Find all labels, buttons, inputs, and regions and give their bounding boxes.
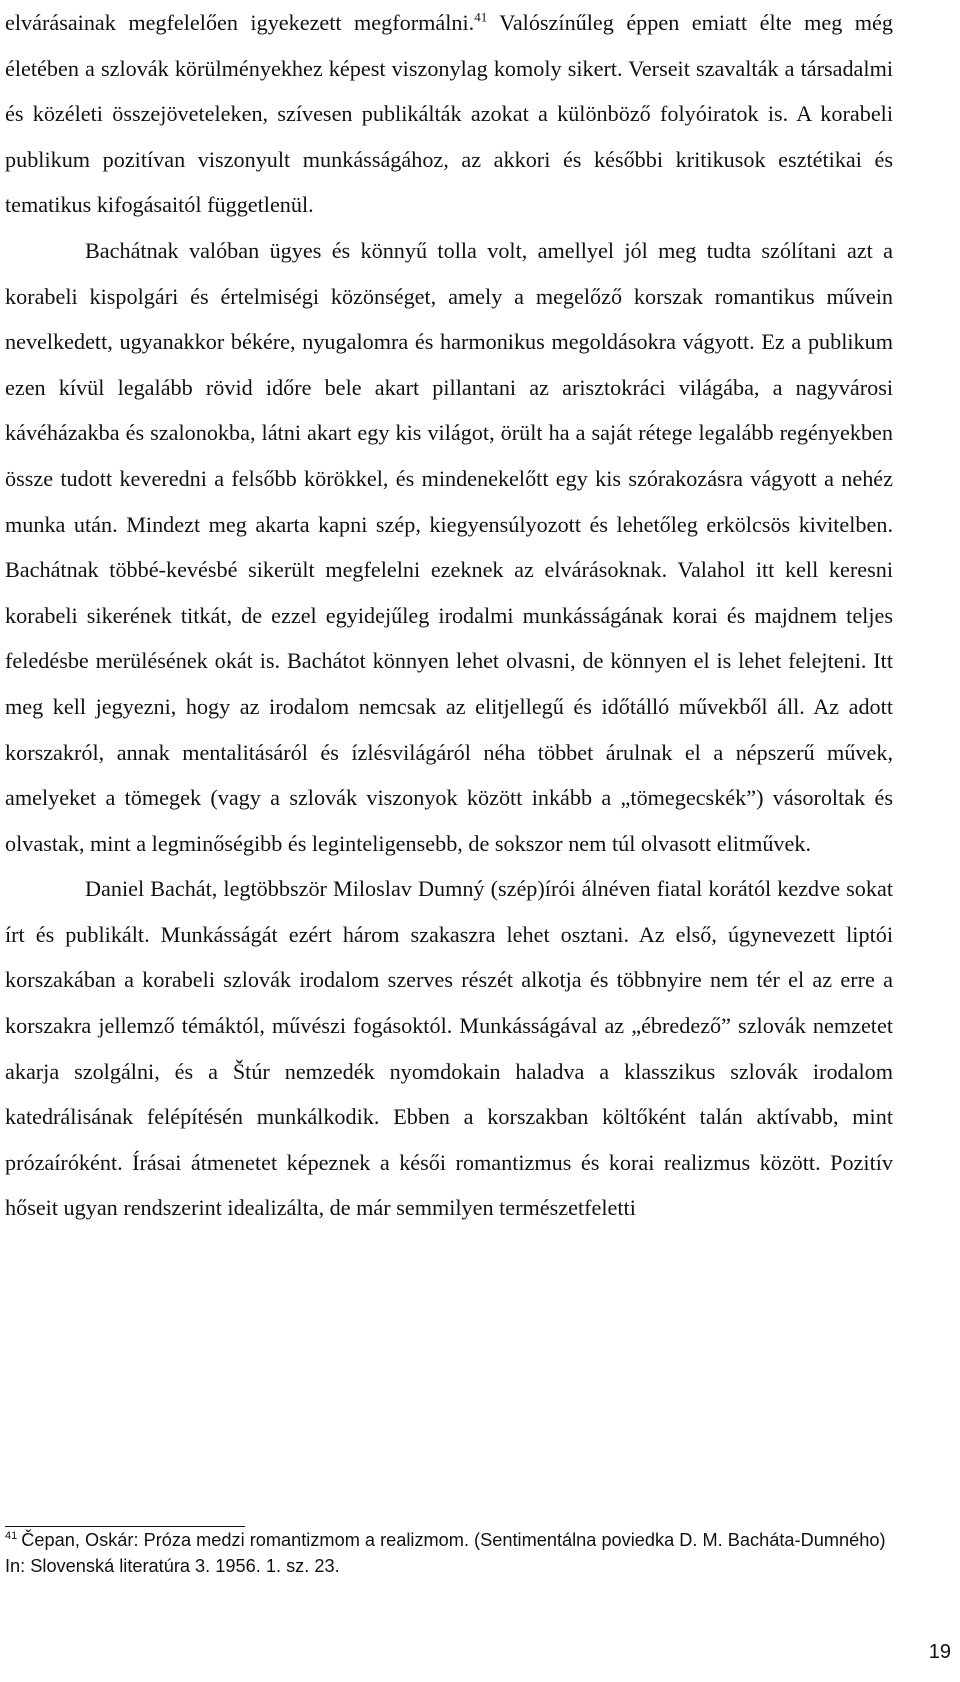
- paragraph-1-rest: Valószínűleg éppen emiatt élte meg még életében a szlovák körülményekhez képest viszonylag komoly sikert. Verseit szavalták a társadalmi és közéleti összejöveteleken, szívesen publikálták azokat a különböző folyóiratok is. A korabeli publikum pozitívan viszonyult munkásságához, az akkori és későbbi kritikusok esztétikai és tematikus kifogásaitól függetlenül.: [5, 10, 893, 218]
- footnote-text: Čepan, Oskár: Próza medzi romantizmom a realizmom. (Sentimentálna poviedka D. M. Bacháta-Dumného) In: Slovenská literatúra 3. 1956. 1. sz. 23.: [5, 1530, 886, 1576]
- footnote-reference[interactable]: 41: [474, 9, 488, 25]
- footnote: [5, 1527, 893, 1579]
- paragraph-3: Daniel Bachát, legtöbbször Miloslav Dumný (szép)írói álnéven fiatal korától kezdve sokat írt és publikált. Munkásságát ezért három szakaszra lehet osztani. Az első, úgynevezett liptói korszakában a korabeli szlovák irodalom szerves részét alkotja és többnyire nem tér el az erre a korszakra jellemző témáktól, művészi fogásoktól. Munkásságával az „ébredező” szlovák nemzetet akarja szolgálni, és a Štúr nemzedék nyomdokain haladva a klasszikus szlovák irodalom katedrálisának felépítésén munkálkodik. Ebben a korszakban költőként talán aktívabb, mint prózaíróként. Írásai átmenetet képeznek a késői romantizmus és korai realizmus között. Pozitív hőseit ugyan rendszerint idealizálta, de már semmilyen természetfeletti: [5, 876, 893, 1221]
- page-body: [5, 0, 893, 1231]
- page-number: 19: [928, 1641, 951, 1663]
- paragraph-1-start: elvárásainak megfelelően igyekezett megformálni.: [5, 10, 475, 35]
- paragraph-1: [5, 0, 893, 228]
- paragraph-2: Bachátnak valóban ügyes és könnyű tolla volt, amellyel jól meg tudta szólítani azt a korabeli kispolgári és értelmiségi közönséget, amely a megelőző korszak romantikus művein nevelkedett, ugyanakkor békére, nyugalomra és harmonikus megoldásokra vágyott. Ez a publikum ezen kívül legalább rövid időre bele akart pillantani az arisztokráci világába, a nagyvárosi kávéházakba és szalonokba, látni akart egy kis világot, örült ha a saját rétege legalább regényekben össze tudott keveredni a felsőbb körökkel, és mindenekelőtt egy kis szórakozásra vágyott a nehéz munka után. Mindezt meg akarta kapni szép, kiegyensúlyozott és lehetőleg erkölcsös kivitelben. Bachátnak többé-kevésbé sikerült megfelelni ezeknek az elvárásoknak. Valahol itt kell keresni korabeli sikerének titkát, de ezzel egyidejűleg irodalmi munkásságának korai és majdnem teljes feledésbe merülésének okát is. Bachátot könnyen lehet olvasni, de könnyen el is lehet felejteni. Itt meg kell jegyezni, hogy az irodalom nemcsak az elitjellegű és időtálló művekből áll. Az adott korszakról, annak mentalitásáról és ízlésvilágáról néha többet árulnak el a népszerű művek, amelyeket a tömegek (vagy a szlovák viszonyok között inkább a „tömegecskék”) vásoroltak és olvastak, mint a legminőségibb és leginteligensebb, de sokszor nem túl olvasott elitművek.: [5, 237, 893, 856]
- footnote-number: 41: [5, 1529, 18, 1542]
